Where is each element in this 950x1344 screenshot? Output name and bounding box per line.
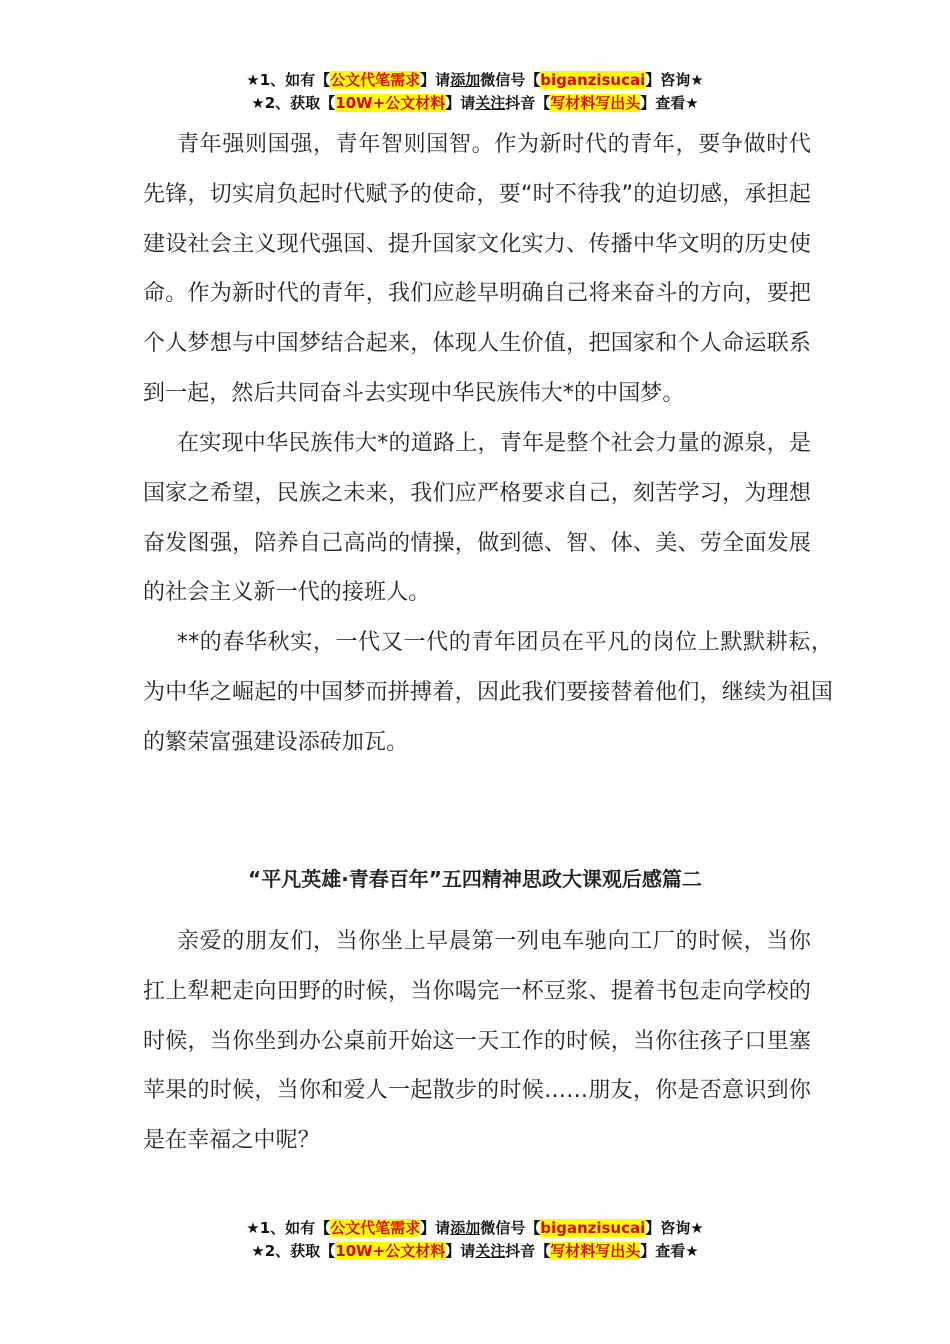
banner-text: 】请 xyxy=(420,1219,451,1237)
section-paragraph: 亲爱的朋友们，当你坐上早晨第一列电车驰向工厂的时候，当你扛上犁耙走向田野的时候，当你喝完一杯豆浆、提着书包走向学校的时候，当你坐到办公桌前开始这一天工作的时候，当你往孩子口里塞苹果的时候，当你和爱人一起散步的时候……朋友，你是否意识到你是在幸福之中呢？ xyxy=(143,929,811,1154)
banner-text: 抖音【 xyxy=(505,94,551,112)
banner-line-1 xyxy=(0,69,950,92)
highlight-text: 写材料写出头 xyxy=(550,94,641,112)
banner-line-1 xyxy=(0,1217,950,1240)
banner-text: 】请 xyxy=(445,94,476,112)
highlight-text: 公文代笔需求 xyxy=(330,1219,421,1237)
banner-text: 】咨询★ xyxy=(645,1219,704,1237)
banner-text: ★1、如有【 xyxy=(246,1219,331,1237)
banner-text: 】查看★ xyxy=(640,94,699,112)
underlined-text: 关注 xyxy=(475,1242,506,1260)
header-banner xyxy=(0,69,950,115)
banner-text: 微信号【 xyxy=(480,1219,541,1237)
underlined-text: 添加 xyxy=(450,71,481,89)
footer-banner xyxy=(0,1217,950,1263)
banner-text: 】请 xyxy=(420,71,451,89)
underlined-text: 添加 xyxy=(450,1219,481,1237)
banner-text: ★2、获取【 xyxy=(251,1242,336,1260)
article-paragraph-1: 青年强则国强，青年智则国智。作为新时代的青年，要争做时代先锋，切实肩负起时代赋予的使命，要“时不待我”的迫切感，承担起建设社会主义现代强国、提升国家文化实力、传播中华文明的历史使命。作为新时代的青年，我们应趁早明确自己将来奋斗的方向，要把个人梦想与中国梦结合起来，体现人生价值，把国家和个人命运联系到一起，然后共同奋斗去实现中华民族伟大*的中国梦。 xyxy=(143,132,811,406)
banner-text: 抖音【 xyxy=(505,1242,551,1260)
highlight-text: 写材料写出头 xyxy=(550,1242,641,1260)
highlight-text: 公文代笔需求 xyxy=(330,71,421,89)
banner-text: ★2、获取【 xyxy=(251,94,336,112)
banner-line-2 xyxy=(0,92,950,115)
article-paragraph-3: **的春华秋实，一代又一代的青年团员在平凡的岗位上默默耕耘，为中华之崛起的中国梦而拼搏着，因此我们要接替着他们，继续为祖国的繁荣富强建设添砖加瓦。 xyxy=(143,630,833,755)
banner-text: ★1、如有【 xyxy=(246,71,331,89)
banner-text: 微信号【 xyxy=(480,71,541,89)
article-paragraph-2: 在实现中华民族伟大*的道路上，青年是整个社会力量的源泉，是国家之希望，民族之未来，我们应严格要求自己，刻苦学习，为理想奋发图强，陪养自己高尚的情操，做到德、智、体、美、劳全面发展的社会主义新一代的接班人。 xyxy=(143,431,811,606)
underlined-text: 关注 xyxy=(475,94,506,112)
section-title: “平凡英雄·青春百年”五四精神思政大课观后感篇二 xyxy=(248,867,702,891)
highlight-text: biganzisucai xyxy=(540,1219,646,1237)
highlight-text: 10W+公文材料 xyxy=(335,1242,446,1260)
highlight-text: 10W+公文材料 xyxy=(335,94,446,112)
banner-text: 】查看★ xyxy=(640,1242,699,1260)
banner-text: 】请 xyxy=(445,1242,476,1260)
banner-line-2 xyxy=(0,1240,950,1263)
banner-text: 】咨询★ xyxy=(645,71,704,89)
highlight-text: biganzisucai xyxy=(540,71,646,89)
